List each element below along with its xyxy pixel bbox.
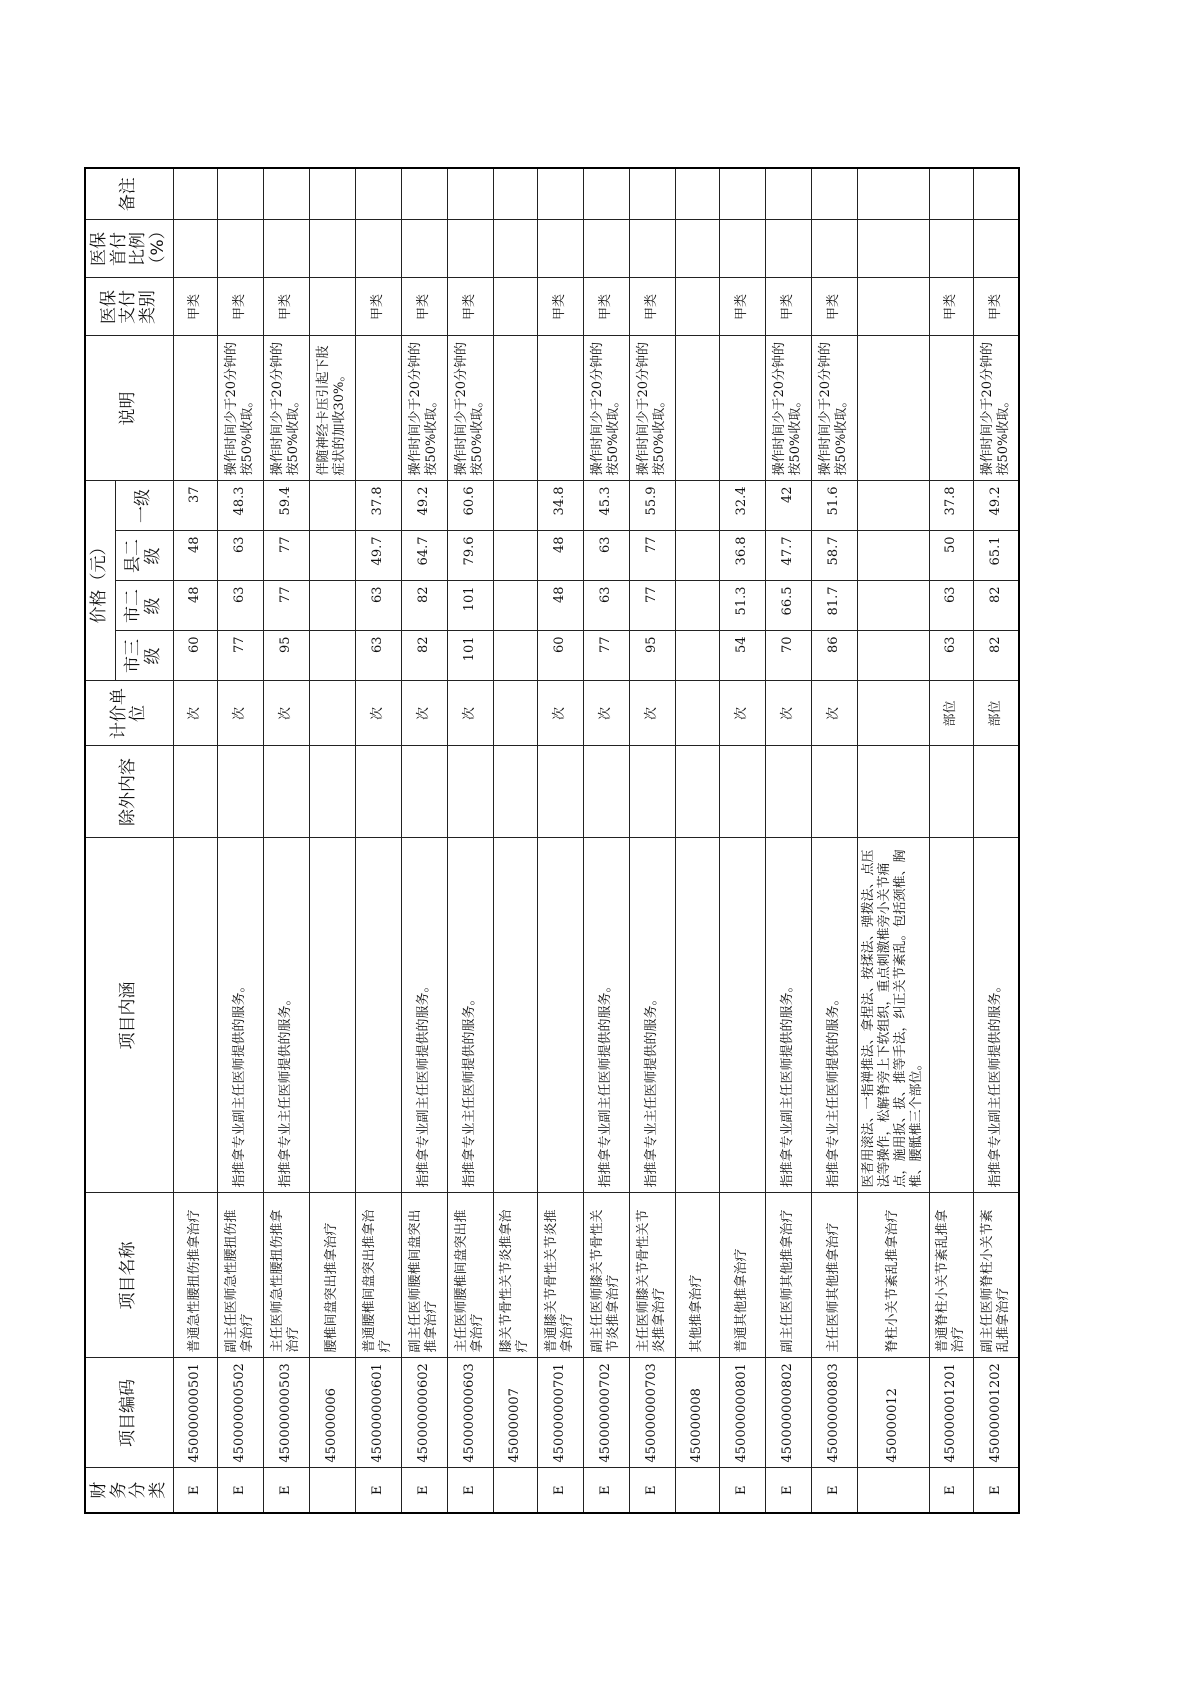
header-price-level1: 一级 — [115, 481, 173, 531]
cell-price-level1: 49.2 — [973, 481, 1019, 531]
cell-price-city3: 60 — [173, 631, 217, 681]
cell-exclusion — [401, 746, 447, 838]
table-row — [493, 168, 537, 1513]
cell-price-county2 — [675, 531, 719, 581]
cell-price-level1: 37 — [173, 481, 217, 531]
header-name: 项目名称 — [85, 1193, 173, 1358]
cell-name: 主任医师其他推拿治疗 — [811, 1193, 857, 1358]
cell-insurance-type: 甲类 — [973, 278, 1019, 336]
cell-category: E — [401, 1468, 447, 1513]
cell-exclusion — [629, 746, 675, 838]
cell-category: E — [447, 1468, 493, 1513]
cell-price-level1: 51.6 — [811, 481, 857, 531]
cell-description: 操作时间少于20分钟的按50%收取。 — [401, 336, 447, 481]
cell-code: 450000000701 — [537, 1358, 583, 1468]
cell-price-city2: 82 — [973, 581, 1019, 631]
cell-name: 普通膝关节骨性关节炎推拿治疗 — [537, 1193, 583, 1358]
table-row — [309, 168, 355, 1513]
cell-exclusion — [719, 746, 765, 838]
cell-unit: 部位 — [973, 681, 1019, 746]
cell-category: E — [173, 1468, 217, 1513]
cell-price-county2: 48 — [537, 531, 583, 581]
cell-description: 操作时间少于20分钟的按50%收取。 — [583, 336, 629, 481]
header-price-city3: 市三级 — [115, 631, 173, 681]
cell-price-city3: 54 — [719, 631, 765, 681]
cell-insurance-ratio — [857, 220, 929, 278]
cell-price-county2: 77 — [263, 531, 309, 581]
cell-insurance-type: 甲类 — [447, 278, 493, 336]
cell-insurance-type — [857, 278, 929, 336]
cell-category — [493, 1468, 537, 1513]
cell-description: 操作时间少于20分钟的按50%收取。 — [629, 336, 675, 481]
cell-price-city2: 48 — [537, 581, 583, 631]
cell-remark — [493, 168, 537, 220]
cell-price-city3 — [675, 631, 719, 681]
cell-price-city3 — [857, 631, 929, 681]
cell-name: 主任医师膝关节骨性关节炎推拿治疗 — [629, 1193, 675, 1358]
cell-remark — [857, 168, 929, 220]
cell-price-city3 — [309, 631, 355, 681]
cell-insurance-ratio — [629, 220, 675, 278]
cell-description: 操作时间少于20分钟的按50%收取。 — [263, 336, 309, 481]
cell-price-county2 — [857, 531, 929, 581]
header-category: 财务分类 — [85, 1468, 173, 1513]
cell-code: 450000000702 — [583, 1358, 629, 1468]
cell-content: 指推拿专业主任医师提供的服务。 — [811, 838, 857, 1193]
cell-insurance-type — [309, 278, 355, 336]
cell-exclusion — [537, 746, 583, 838]
cell-unit: 次 — [719, 681, 765, 746]
cell-name: 副主任医师脊柱小关节紊乱推拿治疗 — [973, 1193, 1019, 1358]
cell-price-city2 — [675, 581, 719, 631]
cell-insurance-ratio — [537, 220, 583, 278]
cell-remark — [537, 168, 583, 220]
cell-remark — [929, 168, 973, 220]
cell-price-county2: 63 — [217, 531, 263, 581]
cell-insurance-ratio — [493, 220, 537, 278]
cell-exclusion — [217, 746, 263, 838]
cell-unit — [309, 681, 355, 746]
cell-price-level1 — [857, 481, 929, 531]
table-row — [173, 168, 217, 1513]
cell-price-level1: 48.3 — [217, 481, 263, 531]
cell-insurance-ratio — [401, 220, 447, 278]
cell-price-level1: 59.4 — [263, 481, 309, 531]
cell-content: 指推拿专业主任医师提供的服务。 — [447, 838, 493, 1193]
cell-price-county2 — [309, 531, 355, 581]
cell-price-county2: 36.8 — [719, 531, 765, 581]
cell-price-city3: 77 — [583, 631, 629, 681]
cell-code: 450000008 — [675, 1358, 719, 1468]
cell-exclusion — [675, 746, 719, 838]
cell-price-city2: 66.5 — [765, 581, 811, 631]
cell-description: 操作时间少于20分钟的按50%收取。 — [447, 336, 493, 481]
cell-description — [173, 336, 217, 481]
table-row — [355, 168, 401, 1513]
cell-description — [929, 336, 973, 481]
cell-description: 操作时间少于20分钟的按50%收取。 — [217, 336, 263, 481]
cell-price-city2: 48 — [173, 581, 217, 631]
cell-category: E — [537, 1468, 583, 1513]
cell-price-city2: 63 — [217, 581, 263, 631]
cell-code: 450000000802 — [765, 1358, 811, 1468]
cell-insurance-type: 甲类 — [401, 278, 447, 336]
cell-code: 450000001201 — [929, 1358, 973, 1468]
cell-price-city2: 63 — [583, 581, 629, 631]
cell-unit — [857, 681, 929, 746]
cell-insurance-type: 甲类 — [173, 278, 217, 336]
cell-unit — [493, 681, 537, 746]
table-row — [765, 168, 811, 1513]
cell-price-county2: 58.7 — [811, 531, 857, 581]
header-row-1 — [85, 168, 115, 1513]
table-row — [629, 168, 675, 1513]
cell-description — [675, 336, 719, 481]
cell-name: 普通脊柱小关节紊乱推拿治疗 — [929, 1193, 973, 1358]
cell-content — [355, 838, 401, 1193]
cell-name: 普通急性腰扭伤推拿治疗 — [173, 1193, 217, 1358]
cell-price-level1: 37.8 — [355, 481, 401, 531]
cell-remark — [765, 168, 811, 220]
cell-price-city3: 77 — [217, 631, 263, 681]
cell-exclusion — [355, 746, 401, 838]
cell-price-city2 — [309, 581, 355, 631]
table-row — [811, 168, 857, 1513]
cell-remark — [263, 168, 309, 220]
cell-code: 450000000502 — [217, 1358, 263, 1468]
cell-content — [675, 838, 719, 1193]
cell-code: 450000000801 — [719, 1358, 765, 1468]
cell-code: 450000000603 — [447, 1358, 493, 1468]
cell-remark — [973, 168, 1019, 220]
header-insurance-ratio: 医保首付比例（%） — [85, 220, 173, 278]
cell-content: 指推拿专业主任医师提供的服务。 — [629, 838, 675, 1193]
table-row — [537, 168, 583, 1513]
header-content: 项目内涵 — [85, 838, 173, 1193]
cell-content: 指推拿专业副主任医师提供的服务。 — [583, 838, 629, 1193]
cell-code: 450000012 — [857, 1358, 929, 1468]
cell-unit: 次 — [263, 681, 309, 746]
cell-unit: 次 — [217, 681, 263, 746]
header-price-group: 价格（元） — [85, 481, 115, 681]
cell-name: 腰椎间盘突出推拿治疗 — [309, 1193, 355, 1358]
cell-unit: 次 — [765, 681, 811, 746]
cell-exclusion — [493, 746, 537, 838]
cell-price-level1: 55.9 — [629, 481, 675, 531]
cell-code: 450000000503 — [263, 1358, 309, 1468]
cell-insurance-ratio — [217, 220, 263, 278]
cell-price-level1: 42 — [765, 481, 811, 531]
table-row — [263, 168, 309, 1513]
cell-insurance-ratio — [973, 220, 1019, 278]
cell-category — [857, 1468, 929, 1513]
cell-price-city2: 63 — [355, 581, 401, 631]
header-description: 说明 — [85, 336, 173, 481]
cell-exclusion — [811, 746, 857, 838]
cell-remark — [309, 168, 355, 220]
cell-price-city3: 63 — [929, 631, 973, 681]
table-row — [401, 168, 447, 1513]
cell-insurance-ratio — [719, 220, 765, 278]
table-row — [929, 168, 973, 1513]
cell-insurance-type: 甲类 — [811, 278, 857, 336]
cell-unit: 次 — [355, 681, 401, 746]
cell-content — [719, 838, 765, 1193]
cell-category: E — [765, 1468, 811, 1513]
cell-content — [173, 838, 217, 1193]
cell-content — [537, 838, 583, 1193]
cell-name: 普通腰椎间盘突出推拿治疗 — [355, 1193, 401, 1358]
cell-price-level1: 37.8 — [929, 481, 973, 531]
cell-price-city2: 81.7 — [811, 581, 857, 631]
cell-price-city3: 86 — [811, 631, 857, 681]
header-code: 项目编码 — [85, 1358, 173, 1468]
cell-remark — [355, 168, 401, 220]
cell-price-city3: 63 — [355, 631, 401, 681]
cell-unit: 次 — [537, 681, 583, 746]
cell-category: E — [929, 1468, 973, 1513]
cell-price-county2 — [493, 531, 537, 581]
cell-price-county2: 47.7 — [765, 531, 811, 581]
cell-price-city3: 70 — [765, 631, 811, 681]
cell-exclusion — [173, 746, 217, 838]
cell-insurance-ratio — [309, 220, 355, 278]
cell-category: E — [629, 1468, 675, 1513]
cell-price-county2: 50 — [929, 531, 973, 581]
cell-category: E — [973, 1468, 1019, 1513]
cell-remark — [447, 168, 493, 220]
cell-description: 伴随神经卡压引起下肢症状的加收30%。 — [309, 336, 355, 481]
cell-price-county2: 79.6 — [447, 531, 493, 581]
cell-insurance-ratio — [173, 220, 217, 278]
cell-insurance-ratio — [583, 220, 629, 278]
cell-name: 副主任医师腰椎间盘突出推拿治疗 — [401, 1193, 447, 1358]
cell-unit: 次 — [447, 681, 493, 746]
cell-price-city2: 101 — [447, 581, 493, 631]
cell-price-county2: 48 — [173, 531, 217, 581]
cell-content: 指推拿专业副主任医师提供的服务。 — [973, 838, 1019, 1193]
cell-unit: 次 — [629, 681, 675, 746]
cell-insurance-ratio — [263, 220, 309, 278]
cell-content: 指推拿专业副主任医师提供的服务。 — [765, 838, 811, 1193]
cell-insurance-type — [493, 278, 537, 336]
cell-remark — [811, 168, 857, 220]
cell-insurance-ratio — [355, 220, 401, 278]
cell-category: E — [811, 1468, 857, 1513]
cell-remark — [675, 168, 719, 220]
cell-price-city3: 82 — [401, 631, 447, 681]
cell-description — [857, 336, 929, 481]
cell-remark — [401, 168, 447, 220]
cell-category: E — [719, 1468, 765, 1513]
cell-unit: 部位 — [929, 681, 973, 746]
cell-price-city2 — [857, 581, 929, 631]
cell-content: 指推拿专业副主任医师提供的服务。 — [217, 838, 263, 1193]
cell-remark — [173, 168, 217, 220]
cell-price-level1 — [309, 481, 355, 531]
cell-price-county2: 65.1 — [973, 531, 1019, 581]
cell-exclusion — [973, 746, 1019, 838]
cell-code: 450000000601 — [355, 1358, 401, 1468]
cell-price-level1: 45.3 — [583, 481, 629, 531]
cell-remark — [719, 168, 765, 220]
cell-name: 其他推拿治疗 — [675, 1193, 719, 1358]
cell-category: E — [217, 1468, 263, 1513]
cell-unit: 次 — [583, 681, 629, 746]
cell-description — [719, 336, 765, 481]
cell-unit — [675, 681, 719, 746]
rotated-table-frame — [84, 169, 1011, 1514]
cell-category — [675, 1468, 719, 1513]
cell-name: 副主任医师急性腰扭伤推拿治疗 — [217, 1193, 263, 1358]
cell-insurance-type: 甲类 — [719, 278, 765, 336]
header-remark: 备注 — [85, 168, 173, 220]
cell-price-city3: 95 — [629, 631, 675, 681]
cell-description — [355, 336, 401, 481]
cell-remark — [583, 168, 629, 220]
cell-content — [493, 838, 537, 1193]
cell-unit: 次 — [401, 681, 447, 746]
cell-price-level1: 60.6 — [447, 481, 493, 531]
cell-insurance-ratio — [675, 220, 719, 278]
cell-price-county2: 63 — [583, 531, 629, 581]
table-body — [173, 168, 1019, 1513]
cell-content — [309, 838, 355, 1193]
cell-code: 450000006 — [309, 1358, 355, 1468]
price-table — [84, 167, 1020, 1514]
cell-insurance-type: 甲类 — [263, 278, 309, 336]
cell-code: 450000001202 — [973, 1358, 1019, 1468]
cell-insurance-ratio — [811, 220, 857, 278]
table-row — [217, 168, 263, 1513]
cell-exclusion — [583, 746, 629, 838]
cell-description: 操作时间少于20分钟的按50%收取。 — [765, 336, 811, 481]
cell-code: 450000000602 — [401, 1358, 447, 1468]
cell-category: E — [355, 1468, 401, 1513]
cell-price-city2: 77 — [263, 581, 309, 631]
cell-category — [309, 1468, 355, 1513]
cell-insurance-type: 甲类 — [537, 278, 583, 336]
cell-name: 普通其他推拿治疗 — [719, 1193, 765, 1358]
cell-price-city2: 77 — [629, 581, 675, 631]
cell-name: 副主任医师其他推拿治疗 — [765, 1193, 811, 1358]
cell-price-county2: 77 — [629, 531, 675, 581]
cell-category: E — [583, 1468, 629, 1513]
cell-price-city3: 60 — [537, 631, 583, 681]
cell-code: 450000000703 — [629, 1358, 675, 1468]
cell-exclusion — [263, 746, 309, 838]
cell-price-city2 — [493, 581, 537, 631]
cell-description: 操作时间少于20分钟的按50%收取。 — [811, 336, 857, 481]
header-exclusion: 除外内容 — [85, 746, 173, 838]
table-row — [857, 168, 929, 1513]
cell-price-city2: 82 — [401, 581, 447, 631]
header-price-county2: 县二级 — [115, 531, 173, 581]
cell-category: E — [263, 1468, 309, 1513]
cell-name: 主任医师腰椎间盘突出推拿治疗 — [447, 1193, 493, 1358]
table-row — [447, 168, 493, 1513]
cell-code: 450000000803 — [811, 1358, 857, 1468]
table-row — [583, 168, 629, 1513]
cell-price-city3: 101 — [447, 631, 493, 681]
cell-exclusion — [857, 746, 929, 838]
cell-name: 副主任医师膝关节骨性关节炎推拿治疗 — [583, 1193, 629, 1358]
cell-exclusion — [447, 746, 493, 838]
cell-insurance-type: 甲类 — [355, 278, 401, 336]
cell-content: 医者用滚法、一指禅推法、拿捏法、按揉法、弹拨法、点压法等操作，松解脊旁上下软组织，重点刺激椎旁小关节痛点，施用扳、拔、推等手法，纠正关节紊乱。包括颈椎、胸椎、腰骶椎三个部位。 — [857, 838, 929, 1193]
cell-price-level1 — [675, 481, 719, 531]
cell-insurance-type: 甲类 — [929, 278, 973, 336]
cell-price-level1 — [493, 481, 537, 531]
cell-description — [493, 336, 537, 481]
cell-price-city3: 82 — [973, 631, 1019, 681]
cell-price-county2: 64.7 — [401, 531, 447, 581]
cell-price-level1: 49.2 — [401, 481, 447, 531]
cell-price-city3 — [493, 631, 537, 681]
cell-price-city2: 51.3 — [719, 581, 765, 631]
cell-description: 操作时间少于20分钟的按50%收取。 — [973, 336, 1019, 481]
cell-insurance-ratio — [929, 220, 973, 278]
table-row — [973, 168, 1019, 1513]
cell-name: 脊柱小关节紊乱推拿治疗 — [857, 1193, 929, 1358]
cell-insurance-type: 甲类 — [765, 278, 811, 336]
cell-price-county2: 49.7 — [355, 531, 401, 581]
header-price-city2: 市二级 — [115, 581, 173, 631]
table-row — [675, 168, 719, 1513]
cell-price-city2: 63 — [929, 581, 973, 631]
cell-name: 主任医师急性腰扭伤推拿治疗 — [263, 1193, 309, 1358]
cell-exclusion — [929, 746, 973, 838]
table-row — [719, 168, 765, 1513]
header-unit: 计价单位 — [85, 681, 173, 746]
cell-content: 指推拿专业主任医师提供的服务。 — [263, 838, 309, 1193]
cell-price-level1: 32.4 — [719, 481, 765, 531]
cell-unit: 次 — [811, 681, 857, 746]
cell-exclusion — [765, 746, 811, 838]
cell-insurance-type: 甲类 — [583, 278, 629, 336]
cell-insurance-type: 甲类 — [217, 278, 263, 336]
cell-code: 450000000501 — [173, 1358, 217, 1468]
cell-content — [929, 838, 973, 1193]
cell-description — [537, 336, 583, 481]
cell-remark — [217, 168, 263, 220]
cell-content: 指推拿专业副主任医师提供的服务。 — [401, 838, 447, 1193]
cell-name: 膝关节骨性关节炎推拿治疗 — [493, 1193, 537, 1358]
cell-price-level1: 34.8 — [537, 481, 583, 531]
cell-price-city3: 95 — [263, 631, 309, 681]
cell-unit: 次 — [173, 681, 217, 746]
header-insurance-type: 医保支付类别 — [85, 278, 173, 336]
cell-exclusion — [309, 746, 355, 838]
cell-remark — [629, 168, 675, 220]
cell-insurance-type: 甲类 — [629, 278, 675, 336]
cell-insurance-type — [675, 278, 719, 336]
cell-insurance-ratio — [765, 220, 811, 278]
cell-insurance-ratio — [447, 220, 493, 278]
cell-code: 450000007 — [493, 1358, 537, 1468]
